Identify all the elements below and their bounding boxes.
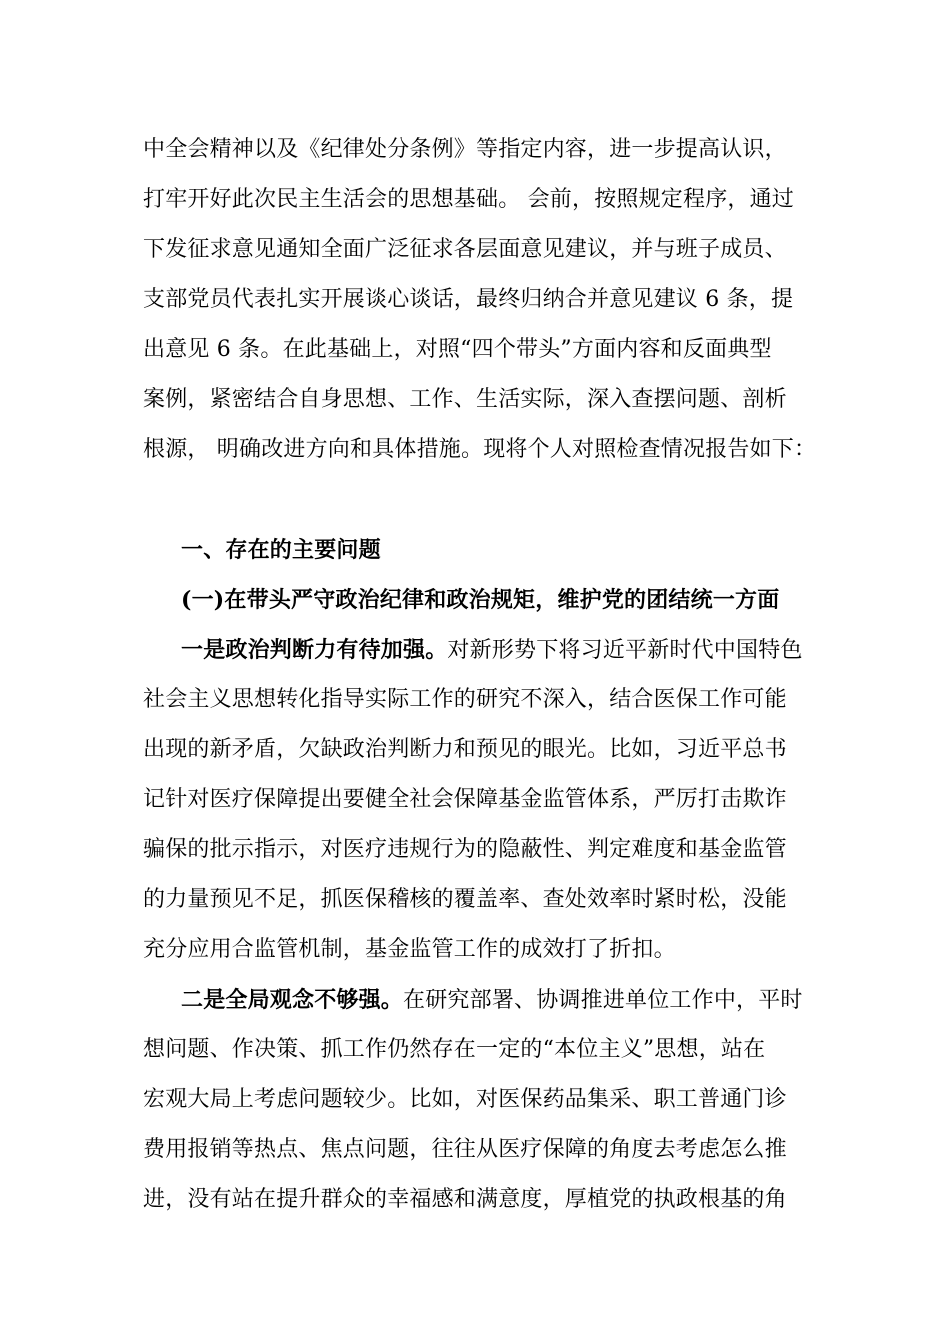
point1-line-7: 充分应用合监管机制，基金监管工作的成效打了折扣。 [143, 937, 676, 962]
point2-lead: 二是全局观念不够强。 [181, 987, 404, 1013]
intro-line-4: 支部党员代表扎实开展谈心谈话，最终归纳合并意见建议 6 条，提 [143, 287, 794, 312]
point1-first-line [181, 634, 861, 667]
point1-line-2: 社会主义思想转化指导实际工作的研究不深入，结合医保工作可能 [143, 687, 787, 712]
point1-line-3: 出现的新矛盾，欠缺政治判断力和预见的眼光。比如，习近平总书 [143, 737, 787, 762]
point2-line-4: 费用报销等热点、焦点问题，往往从医疗保障的角度去考虑怎么推 [143, 1137, 787, 1162]
point2-first-line [181, 984, 861, 1017]
point2-first-line-text: 在研究部署、协调推进单位工作中，平时 [403, 988, 803, 1013]
point1-line-5: 骗保的批示指示，对医疗违规行为的隐蔽性、判定难度和基金监管 [143, 837, 787, 862]
point2-line-2: 想问题、作决策、抓工作仍然存在一定的“本位主义”思想，站在 [143, 1037, 766, 1062]
intro-line-1: 中全会精神以及《纪律处分条例》等指定内容，进一步提高认识， [143, 137, 787, 162]
point1-line-6: 的力量预见不足，抓医保稽核的覆盖率、查处效率时紧时松，没能 [143, 887, 787, 912]
subsection-heading: (一)在带头严守政治纪律和政治规矩，维护党的团结统一方面 [181, 587, 780, 613]
point1-line-4: 记针对医疗保障提出要健全社会保障基金监管体系，严厉打击欺诈 [143, 787, 787, 812]
intro-line-3: 下发征求意见通知全面广泛征求各层面意见建议，并与班子成员、 [143, 237, 787, 262]
intro-line-2: 打牢开好此次民主生活会的思想基础。 会前，按照规定程序，通过 [143, 187, 794, 212]
section-heading: 一、存在的主要问题 [181, 537, 381, 563]
point1-first-line-text: 对新形势下将习近平新时代中国特色 [447, 638, 803, 663]
point2-line-5: 进，没有站在提升群众的幸福感和满意度，厚植党的执政根基的角 [143, 1187, 787, 1212]
intro-line-6: 案例，紧密结合自身思想、工作、生活实际，深入查摆问题、剖析 [143, 387, 787, 412]
intro-line-7: 根源， 明确改进方向和具体措施。现将个人对照检查情况报告如下： [143, 437, 817, 462]
point2-line-3: 宏观大局上考虑问题较少。比如，对医保药品集采、职工普通门诊 [143, 1087, 787, 1112]
intro-line-5: 出意见 6 条。在此基础上，对照“四个带头”方面内容和反面典型 [143, 337, 772, 362]
point1-lead: 一是政治判断力有待加强。 [181, 637, 448, 663]
